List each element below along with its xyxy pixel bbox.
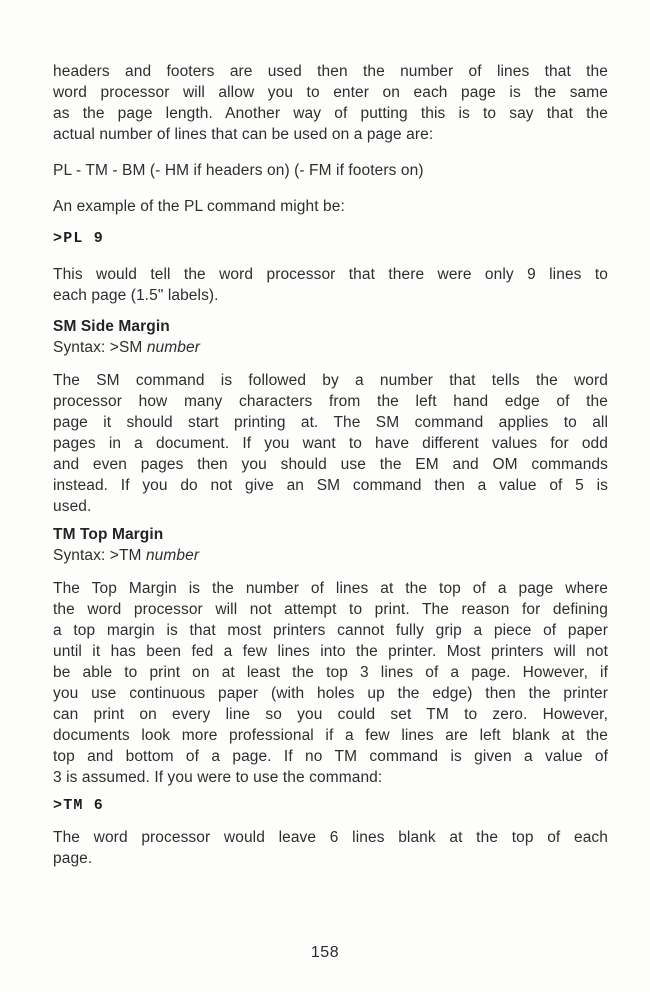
sm-section-heading: SM Side Margin: [53, 318, 170, 335]
text-line: instead. If you do not give an SM command then a value of 5 is: [53, 477, 608, 494]
text-line: page.: [53, 850, 93, 867]
text-line: until it has been fed a few lines into the printer. Most printers will not: [53, 643, 608, 660]
text-line: as the page length. Another way of putting this is to say that the: [53, 105, 608, 122]
text-line: top and bottom of a page. If no TM command is given a value of: [53, 748, 608, 765]
tm-command-code: >TM 6: [53, 797, 105, 814]
text-line: processor how many characters from the left hand edge of the: [53, 393, 608, 410]
formula-line: PL - TM - BM (- HM if headers on) (- FM if footers on): [53, 162, 424, 179]
text-column: [53, 61, 608, 869]
text-line: can print on every line so you could set TM to zero. However,: [53, 706, 608, 723]
sm-syntax-line: [53, 337, 608, 358]
intro-paragraph: [53, 61, 608, 145]
tm-body-paragraph: [53, 578, 608, 788]
text-line: a top margin is that most printers cannot fully grip a piece of paper: [53, 622, 608, 639]
pl-example-intro: An example of the PL command might be:: [53, 198, 345, 215]
text-line: The SM command is followed by a number that tells the word: [53, 372, 608, 389]
text-line: you use continuous paper (with holes up the edge) then the printer: [53, 685, 608, 702]
sm-syntax-prefix: Syntax: >SM: [53, 339, 143, 356]
text-line: This would tell the word processor that there were only 9 lines to: [53, 266, 608, 283]
tm-syntax-argument: number: [145, 547, 200, 564]
page-number: 158: [310, 944, 340, 961]
text-line: page it should start printing at. The SM command applies to all: [53, 414, 608, 431]
text-line: be able to print on at least the top 3 lines of a page. However, if: [53, 664, 608, 681]
tm-result-paragraph: [53, 827, 608, 869]
tm-syntax-line: [53, 545, 608, 566]
text-line: documents look more professional if a few lines are left blank at the: [53, 727, 608, 744]
tm-section-heading: TM Top Margin: [53, 526, 164, 543]
text-line: word processor will allow you to enter on each page is the same: [53, 84, 608, 101]
pl-result-paragraph: [53, 264, 608, 306]
text-line: The Top Margin is the number of lines at the top of a page where: [53, 580, 608, 597]
sm-body-paragraph: [53, 370, 608, 517]
text-line: used.: [53, 498, 92, 515]
tm-syntax-prefix: Syntax: >TM: [53, 547, 142, 564]
text-line: The word processor would leave 6 lines blank at the top of each: [53, 829, 608, 846]
text-line: actual number of lines that can be used on a page are:: [53, 126, 434, 143]
text-line: each page (1.5" labels).: [53, 287, 219, 304]
pl-command-code: >PL 9: [53, 230, 105, 247]
text-line: 3 is assumed. If you were to use the command:: [53, 769, 383, 786]
text-line: headers and footers are used then the number of lines that the: [53, 63, 608, 80]
text-line: and even pages then you should use the EM and OM commands: [53, 456, 608, 473]
text-line: the word processor will not attempt to print. The reason for defining: [53, 601, 608, 618]
text-line: pages in a document. If you want to have different values for odd: [53, 435, 608, 452]
sm-syntax-argument: number: [146, 339, 200, 356]
